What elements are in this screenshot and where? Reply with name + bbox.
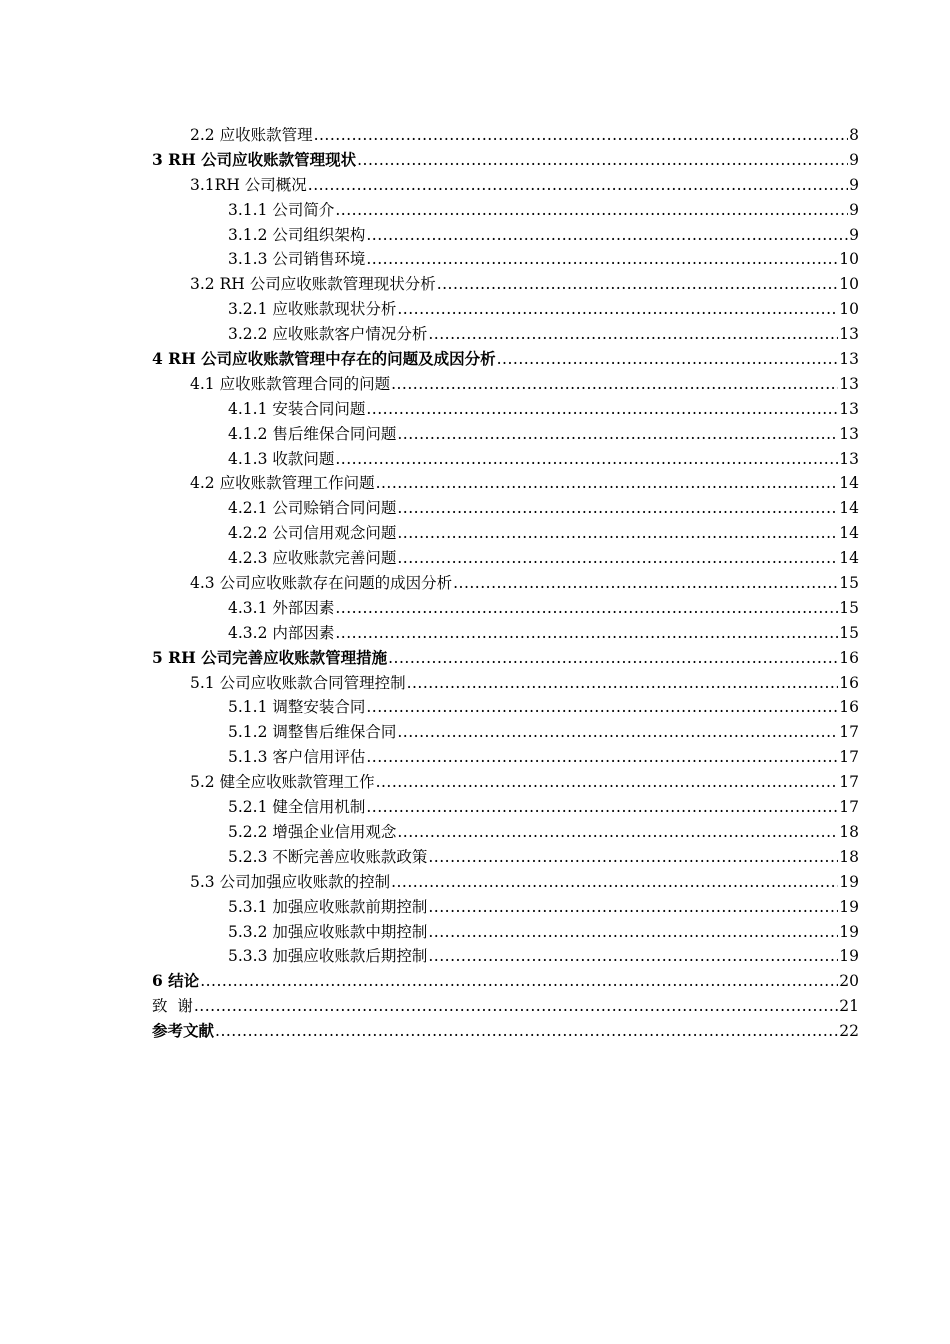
toc-entry[interactable] [152, 123, 859, 148]
toc-entry-page-number: 13 [839, 399, 859, 418]
toc-entry-page-number: 15 [839, 598, 859, 617]
toc-entry[interactable] [152, 223, 859, 248]
toc-entry-title: 5.3.2 加强应收账款中期控制 [228, 922, 428, 941]
toc-dot-leader [397, 422, 838, 447]
toc-entry-title: 3.1.2 公司组织架构 [228, 225, 366, 244]
toc-dot-leader [376, 471, 839, 496]
toc-entry-title: 3.2.2 应收账款客户情况分析 [228, 325, 428, 344]
toc-entry[interactable] [152, 596, 859, 621]
toc-entry[interactable] [152, 920, 859, 945]
toc-entry[interactable] [152, 969, 859, 994]
toc-dot-leader [391, 870, 838, 895]
toc-entry-page-number: 8 [849, 126, 859, 144]
toc-entry-page-number: 22 [839, 1022, 859, 1041]
toc-dot-leader [194, 994, 838, 1019]
toc-entry-page-number: 13 [839, 374, 859, 393]
toc-entry-title: 3.1.1 公司简介 [228, 200, 335, 219]
toc-entry-page-number: 13 [839, 449, 859, 468]
toc-entry-title: 3.2.1 应收账款现状分析 [228, 300, 397, 319]
toc-entry[interactable] [152, 695, 859, 720]
toc-entry-title: 5.1 公司应收账款合同管理控制 [190, 673, 406, 692]
toc-entry-title: 5.2.3 不断完善应收账款政策 [228, 847, 428, 866]
toc-entry-page-number: 19 [839, 922, 859, 941]
toc-entry-page-number: 19 [839, 897, 859, 916]
toc-dot-leader [407, 671, 839, 696]
toc-entry[interactable] [152, 646, 859, 671]
toc-entry-title: 5 RH 公司完善应收账款管理措施 [152, 647, 388, 667]
toc-dot-leader [391, 372, 838, 397]
toc-dot-leader [388, 646, 838, 671]
toc-entry-page-number: 9 [849, 225, 859, 244]
toc-entry[interactable] [152, 422, 859, 447]
toc-entry[interactable] [152, 571, 859, 596]
toc-entry-title: 5.1.2 调整售后维保合同 [228, 723, 397, 742]
toc-entry-page-number: 17 [839, 748, 859, 767]
toc-dot-leader [397, 496, 838, 521]
toc-entry-title: 4.2.3 应收账款完善问题 [228, 549, 397, 568]
toc-entry-title: 5.2.1 健全信用机制 [228, 798, 366, 817]
toc-entry-title: 4.2 应收账款管理工作问题 [190, 474, 375, 493]
toc-dot-leader [397, 720, 838, 745]
toc-entry-title: 4.1 应收账款管理合同的问题 [190, 374, 391, 393]
toc-entry-page-number: 18 [839, 847, 859, 866]
toc-dot-leader [366, 397, 838, 422]
toc-entry-page-number: 14 [839, 549, 859, 568]
toc-dot-leader [357, 148, 848, 173]
toc-entry-title: 4 RH 公司应收账款管理中存在的问题及成因分析 [152, 349, 496, 369]
toc-entry-title: 3 RH 公司应收账款管理现状 [152, 149, 357, 169]
toc-entry-page-number: 14 [839, 474, 859, 493]
toc-dot-leader [335, 621, 838, 646]
toc-entry-title: 4.1.3 收款问题 [228, 449, 335, 468]
toc-dot-leader [335, 447, 838, 472]
toc-entry-page-number: 17 [839, 798, 859, 817]
toc-entry-page-number: 10 [839, 250, 859, 269]
toc-entry[interactable] [152, 198, 859, 223]
toc-entry[interactable] [152, 372, 859, 397]
toc-entry-title: 4.3.1 外部因素 [228, 598, 335, 617]
toc-entry[interactable] [152, 895, 859, 920]
toc-dot-leader [308, 173, 848, 198]
toc-dot-leader [200, 969, 838, 994]
toc-entry[interactable] [152, 322, 859, 347]
toc-dot-leader [335, 596, 838, 621]
toc-entry-title: 3.1.3 公司销售环境 [228, 250, 366, 269]
toc-entry[interactable] [152, 397, 859, 422]
toc-entry-page-number: 20 [839, 972, 859, 991]
toc-entry[interactable] [152, 297, 859, 322]
toc-entry[interactable] [152, 944, 859, 969]
toc-dot-leader [397, 820, 838, 845]
toc-entry[interactable] [152, 546, 859, 571]
toc-entry-title: 5.2.2 增强企业信用观念 [228, 822, 397, 841]
toc-entry-page-number: 13 [839, 350, 859, 369]
toc-entry-title: 4.1.1 安装合同问题 [228, 399, 366, 418]
toc-entry[interactable] [152, 820, 859, 845]
toc-entry-page-number: 10 [839, 300, 859, 319]
toc-dot-leader [366, 695, 838, 720]
toc-entry-title: 3.2 RH 公司应收账款管理现状分析 [190, 275, 436, 294]
toc-entry-page-number: 14 [839, 524, 859, 543]
toc-entry[interactable] [152, 671, 859, 696]
toc-entry-title: 5.2 健全应收账款管理工作 [190, 773, 375, 792]
toc-dot-leader [437, 272, 839, 297]
toc-entry[interactable] [152, 870, 859, 895]
toc-entry-title: 4.3 公司应收账款存在问题的成因分析 [190, 574, 453, 593]
toc-entry-page-number: 15 [839, 623, 859, 642]
toc-entry[interactable] [152, 745, 859, 770]
toc-entry[interactable] [152, 994, 859, 1019]
toc-dot-leader [376, 770, 839, 795]
toc-entry-page-number: 19 [839, 947, 859, 966]
toc-entry-title: 5.3.3 加强应收账款后期控制 [228, 947, 428, 966]
toc-entry-title: 2.2 应收账款管理 [190, 126, 313, 144]
toc-entry-page-number: 13 [839, 325, 859, 344]
toc-dot-leader [497, 347, 839, 372]
toc-entry-page-number: 17 [839, 773, 859, 792]
toc-entry[interactable] [152, 471, 859, 496]
toc-entry-page-number: 9 [849, 150, 859, 169]
toc-dot-leader [397, 521, 838, 546]
toc-entry-title: 5.3 公司加强应收账款的控制 [190, 872, 391, 891]
toc-entry-page-number: 14 [839, 499, 859, 518]
toc-entry-title: 5.1.1 调整安装合同 [228, 698, 366, 717]
toc-entry[interactable] [152, 173, 859, 198]
toc-dot-leader [366, 745, 838, 770]
toc-entry-page-number: 18 [839, 822, 859, 841]
toc-dot-leader [428, 845, 838, 870]
toc-dot-leader [314, 123, 849, 148]
toc-entry[interactable] [152, 1019, 859, 1044]
toc-entry[interactable] [152, 247, 859, 272]
toc-entry-page-number: 16 [839, 673, 859, 692]
toc-entry[interactable] [152, 347, 859, 372]
toc-dot-leader [428, 920, 838, 945]
toc-entry-title: 4.2.1 公司赊销合同问题 [228, 499, 397, 518]
toc-entry-title: 致 谢 [152, 997, 193, 1016]
toc-entry-title: 5.1.3 客户信用评估 [228, 748, 366, 767]
toc-entry-page-number: 19 [839, 872, 859, 891]
toc-entry-page-number: 16 [839, 648, 859, 667]
toc-entry-page-number: 9 [849, 175, 859, 194]
toc-dot-leader [397, 297, 838, 322]
toc-entry-page-number: 21 [839, 997, 859, 1016]
toc-entry[interactable] [152, 621, 859, 646]
toc-entry[interactable] [152, 845, 859, 870]
toc-entry-title: 参考文献 [152, 1021, 215, 1041]
toc-entry[interactable] [152, 720, 859, 745]
toc-entry-title: 4.1.2 售后维保合同问题 [228, 424, 397, 443]
toc-dot-leader [428, 322, 838, 347]
toc-entry[interactable] [152, 148, 859, 173]
toc-entry[interactable] [152, 272, 859, 297]
toc-entry-page-number: 15 [839, 574, 859, 593]
toc-entry[interactable] [152, 795, 859, 820]
toc-entry[interactable] [152, 447, 859, 472]
toc-entry-page-number: 17 [839, 723, 859, 742]
toc-dot-leader [366, 247, 838, 272]
toc-dot-leader [335, 198, 848, 223]
toc-entry-title: 4.2.2 公司信用观念问题 [228, 524, 397, 543]
toc-dot-leader [397, 546, 838, 571]
toc-entry-title: 6 结论 [152, 971, 200, 991]
toc-entry-page-number: 13 [839, 424, 859, 443]
toc-entry[interactable] [152, 770, 859, 795]
toc-entry-title: 5.3.1 加强应收账款前期控制 [228, 897, 428, 916]
toc-dot-leader [366, 795, 838, 820]
toc-dot-leader [453, 571, 838, 596]
toc-dot-leader [215, 1019, 838, 1044]
toc-entry-page-number: 10 [839, 275, 859, 294]
toc-entry-page-number: 16 [839, 698, 859, 717]
toc-entry[interactable] [152, 496, 859, 521]
table-of-contents [152, 123, 859, 1044]
toc-dot-leader [428, 895, 838, 920]
toc-entry-page-number: 9 [849, 200, 859, 219]
toc-dot-leader [366, 223, 848, 248]
toc-entry-title: 4.3.2 内部因素 [228, 623, 335, 642]
toc-entry[interactable] [152, 521, 859, 546]
toc-dot-leader [428, 944, 838, 969]
toc-entry-title: 3.1RH 公司概况 [190, 175, 307, 194]
